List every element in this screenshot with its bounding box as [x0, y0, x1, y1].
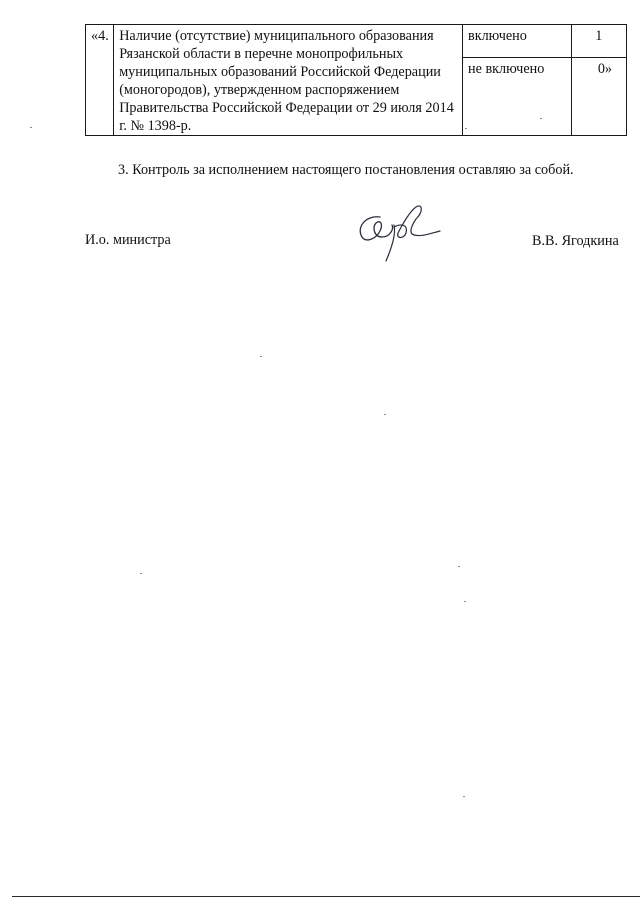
- option-score: 1: [571, 25, 626, 58]
- option-score: 0»: [571, 58, 626, 136]
- table-row: [86, 25, 627, 58]
- scan-speck: [384, 414, 386, 415]
- handwritten-signature: [350, 203, 442, 263]
- scan-speck: [458, 566, 460, 567]
- scan-speck: [463, 796, 465, 797]
- criterion-number: «4.: [86, 25, 114, 136]
- criteria-table: [85, 24, 627, 136]
- scan-speck: [30, 127, 32, 128]
- scan-edge-line: [12, 896, 640, 897]
- scan-speck: [465, 128, 467, 129]
- scan-speck: [140, 573, 142, 574]
- control-paragraph: 3. Контроль за исполнением настоящего постановления оставляю за собой.: [118, 162, 574, 178]
- option-status: включено: [463, 25, 572, 58]
- criterion-description: Наличие (отсутствие) муниципального образования Рязанской области в перечне монопрофильных муниципальных образований Российской Федерации (моногородов), утвержденном распоряжением Правительства Российской Федерации от 29 июля 2014 г. № 1398-р.: [114, 25, 463, 136]
- scan-speck: [540, 118, 542, 119]
- scan-speck: [260, 356, 262, 357]
- signer-name: В.В. Ягодкина: [532, 233, 619, 249]
- signer-title: И.о. министра: [85, 232, 171, 248]
- option-status: не включено: [463, 58, 572, 136]
- scan-speck: [464, 601, 466, 602]
